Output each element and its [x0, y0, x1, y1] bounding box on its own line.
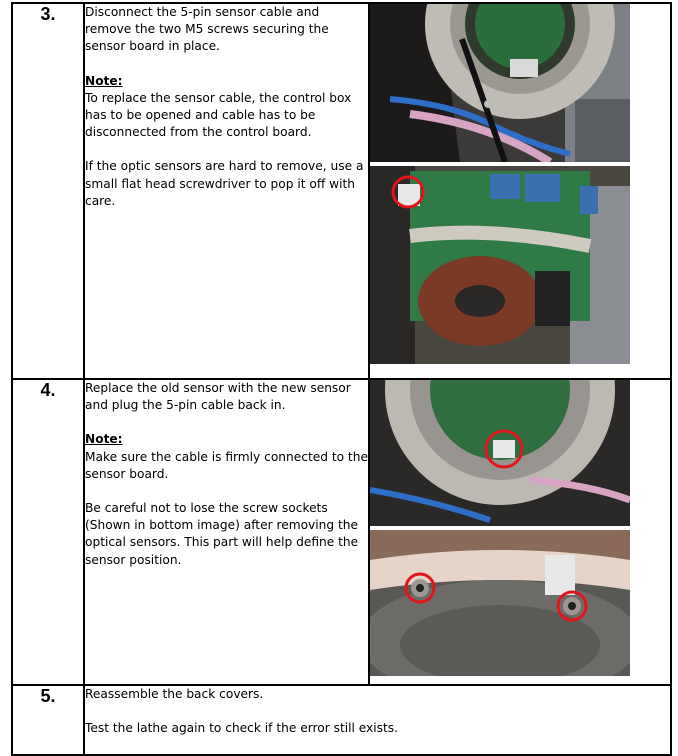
step-instructions: [84, 3, 369, 379]
step-row-5: [12, 685, 671, 755]
step-number: 3.: [12, 3, 84, 379]
instruction-text: Be careful not to lose the screw sockets (Shown in bottom image) after removing the optical sensors. This part will help define the sensor position.: [85, 501, 359, 567]
step-instructions: [84, 685, 671, 755]
instruction-text: Test the lathe again to check if the error still exists.: [85, 721, 398, 736]
step-photos: [369, 379, 671, 685]
note-label: Note:: [85, 432, 123, 447]
step-number: 4.: [12, 379, 84, 685]
note-label: Note:: [85, 73, 123, 88]
instruction-text: Disconnect the 5-pin sensor cable and remove the two M5 screws securing the sensor board in place.: [85, 5, 329, 54]
step-number: 5.: [12, 685, 84, 755]
instruction-text: Reassemble the back covers.: [85, 687, 264, 701]
step-row-4: [12, 379, 671, 685]
photo-new-sensor-installed: [370, 380, 630, 526]
photo-sensor-board-screwdriver: [370, 4, 630, 162]
photo-screw-sockets: [370, 530, 630, 676]
step-row-3: [12, 3, 671, 379]
instruction-table: [11, 2, 672, 756]
step-instructions: [84, 379, 369, 685]
instruction-text: Replace the old sensor with the new sensor and plug the 5-pin cable back in.: [85, 381, 351, 413]
note-text: To replace the sensor cable, the control box has to be opened and cable has to be disconnected from the control board.: [85, 90, 352, 140]
photo-control-board: [370, 166, 630, 364]
step-photos: [369, 3, 671, 379]
instruction-text: If the optic sensors are hard to remove, use a small flat head screwdriver to pop it off with care.: [85, 159, 364, 208]
note-text: Make sure the cable is firmly connected to the sensor board.: [85, 449, 368, 481]
